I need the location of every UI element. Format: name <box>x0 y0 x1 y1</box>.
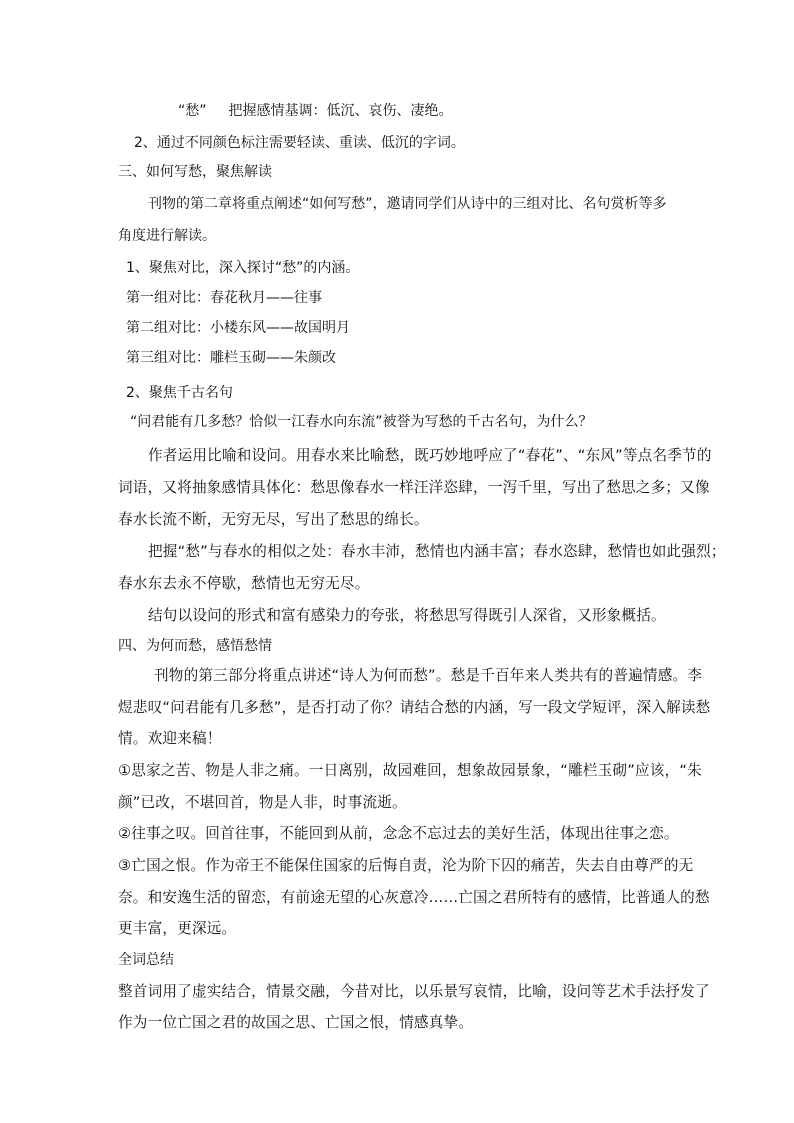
text-line-24: ②往事之叹。回首往事，不能回到从前，念念不忘过去的美好生活，体现出往事之恋。 <box>118 825 679 842</box>
text-line-19: 刊物的第三部分将重点讲述“诗人为何而愁”。愁是千百年来人类共有的普遍情感。李 <box>154 667 703 684</box>
summary-heading: 全词总结 <box>118 952 174 968</box>
subheading-1: 1、聚焦对比，深入探讨“愁”的内涵。 <box>126 260 360 276</box>
subheading-2: 2、聚焦千古名句 <box>126 385 233 401</box>
text-tone: 把握感情基调：低沉、哀伤、凄绝。 <box>228 103 453 119</box>
text-line-04: 刊物的第二章将重点阐述“如何写愁”，邀请同学们从诗中的三组对比、名句赏析等多 <box>148 196 667 212</box>
text-line-05: 角度进行解读。 <box>118 228 216 244</box>
text-line-21: 情。欢迎来稿！ <box>118 730 222 747</box>
contrast-2: 第二组对比：小楼东风——故国明月 <box>126 320 350 336</box>
section-heading-4: 四、为何而愁，感悟愁情 <box>118 638 272 654</box>
section-heading-3: 三、如何写愁，聚焦解读 <box>118 164 272 180</box>
summary-line-1: 整首词用了虚实结合，情景交融，今昔对比，以乐景写哀情，比喻，设问等艺术手法抒发了 <box>118 983 710 1000</box>
famous-line-question: “问君能有几多愁？恰似一江春水向东流”被誉为写愁的千古名句，为什么？ <box>130 414 593 430</box>
text-line-27: 更丰富，更深远。 <box>118 920 237 937</box>
contrast-3: 第三组对比：雕栏玉砌——朱颜改 <box>126 350 336 366</box>
text-line-12: 作者运用比喻和设问。用春水来比喻愁，既巧妙地呼应了“春花”、“东风”等点名季节的 <box>148 447 712 464</box>
text-line-23: 颜”已改，不堪回首，物是人非，时事流逝。 <box>118 794 407 811</box>
text-line-20: 煜悲叹“问君能有几多愁”，是否打动了你？请结合愁的内涵，写一段文学短评，深入解读愁 <box>118 699 711 716</box>
text-line-17: 结句以设问的形式和富有感染力的夸张，将愁思写得既引人深省，又形象概括。 <box>148 607 666 624</box>
text-line-13: 词语，又将抽象感情具体化：愁思像春水一样汪洋恣肆，一泻千里，写出了愁思之多；又像 <box>118 479 710 496</box>
text-line-22: ①思家之苦、物是人非之痛。一日离别，故园难回，想象故园景象，“雕栏玉砌”应该，“朱 <box>118 762 702 779</box>
text-line-15: 把握“愁”与春水的相似之处：春水丰沛，愁情也内涵丰富；春水恣肆，愁情也如此强烈； <box>148 543 726 560</box>
summary-line-2: 作为一位亡国之君的故国之思、亡国之恨，情感真挚。 <box>118 1014 474 1031</box>
contrast-1: 第一组对比：春花秋月——往事 <box>126 290 322 306</box>
text-chou: “愁” <box>178 103 207 119</box>
text-line-26: 奈。和安逸生活的留恋，有前途无望的心灰意冷……亡国之君所特有的感情，比普通人的愁 <box>118 889 710 906</box>
text-line-25: ③亡国之恨。作为帝王不能保住国家的后悔自责，沦为阶下囚的痛苦，失去自由尊严的无 <box>118 857 694 874</box>
text-line-16: 春水东去永不停歇，愁情也无穷无尽。 <box>118 575 370 592</box>
text-line-14: 春水长流不断，无穷无尽，写出了愁思的绵长。 <box>118 511 429 528</box>
text-line-01 <box>178 101 453 121</box>
text-line-02: 2、通过不同颜色标注需要轻读、重读、低沉的字词。 <box>134 135 465 151</box>
